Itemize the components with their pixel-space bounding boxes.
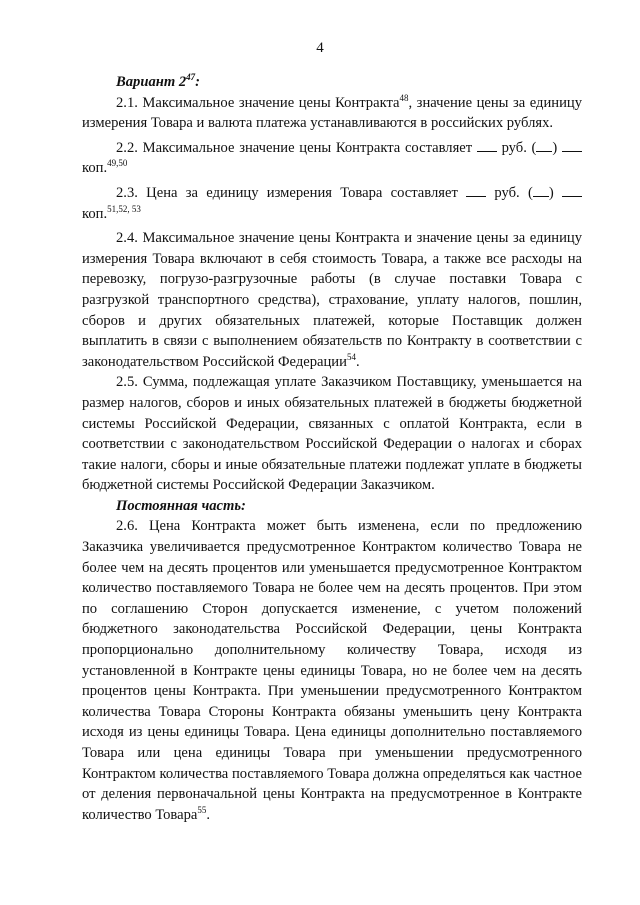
- footnote-ref: 51,52, 53: [107, 203, 141, 214]
- rub-label: руб.: [494, 184, 520, 201]
- page-number: 4: [316, 40, 324, 56]
- clause-text: 2.2. Максимальное значение цены Контракта составляет: [116, 139, 473, 156]
- clause-text: 2.1. Максимальное значение цены Контракта: [116, 94, 400, 111]
- blank-field: [562, 139, 582, 152]
- footnote-ref: 54: [346, 351, 356, 362]
- clause-text: , значение цены за единицу измерения Товара и валюта платежа устанавливаются в российских рублях.: [82, 94, 582, 132]
- clause-text: 2.4. Максимальное значение цены Контракта и значение цены за единицу измерения Товара включают в себя стоимость Товара, а также все расходы на перевозку, погрузо-разгрузочные работы (в случае поставки Товара с разгрузкой транспортного средства), страхование, уплату налогов, пошлин, сборов и других обязательных платежей, которые Поставщик должен выплатить в связи с выполнением обязательств по Контракту в соответствии с законодательством Российской Федерации: [82, 230, 582, 370]
- blank-field: [466, 184, 486, 197]
- clause-2-4: [82, 228, 582, 372]
- kop-label: коп.: [82, 205, 108, 222]
- clause-2-2: 2.2. Максимальное значение цены Контракта составляет руб. ( ) коп.$^{49,50}$: [82, 138, 582, 179]
- footnote-ref: 48: [399, 92, 409, 103]
- variant-heading: [82, 72, 582, 93]
- rub-label: руб.: [501, 139, 527, 156]
- footnote-ref: 49,50: [107, 158, 128, 169]
- clause-2-5: 2.5. Сумма, подлежащая уплате Заказчиком Поставщику, уменьшается на размер налогов, сборов и иных обязательных платежей в бюджеты бюджетной системы Российской Федерации, связанных с оплатой Контракта, если в соответствии с законодательством Российской Федерации о налогах и сборах такие налоги, сборы и иные обязательные платежи подлежат уплате в бюджеты бюджетной системы Российской Федерации Заказчиком.: [82, 374, 582, 494]
- clause-text: 2.3. Цена за единицу измерения Товара составляет: [116, 184, 458, 201]
- footnote-ref: 47: [186, 72, 196, 82]
- document-body: [82, 72, 582, 825]
- clause-2-3: 2.3. Цена за единицу измерения Товара составляет руб. ( ) коп.$^{51,52, 53}$: [82, 183, 582, 224]
- blank-field: [477, 139, 497, 152]
- variant-title: Вариант 2: [116, 74, 187, 90]
- footnote-ref: 55: [197, 804, 207, 815]
- variant-colon: :: [195, 74, 201, 90]
- blank-field: [533, 184, 549, 197]
- blank-field: [536, 139, 552, 152]
- clause-end: .: [206, 806, 211, 823]
- clause-2-1: [82, 93, 582, 134]
- blank-field: [562, 184, 582, 197]
- clause-end: .: [355, 353, 360, 370]
- permanent-part-heading: Постоянная часть:: [116, 497, 246, 514]
- kop-label: коп.: [82, 160, 108, 177]
- clause-2-6: [82, 516, 582, 825]
- clause-text: 2.6. Цена Контракта может быть изменена, если по предложению Заказчика увеличивается предусмотренное Контрактом количество Товара не более чем на десять процентов или уменьшается предусмотренное Контрактом количество поставляемого Товара не более чем на десять процентов. При этом по соглашению Сторон допускается изменение, с учетом положений бюджетного законодательства Российской Федерации, цены Контракта пропорционально дополнительному количеству Товара, исходя из установленной в Контракте цены единицы Товара, но не более чем на десять процентов цены Контракта. При уменьшении предусмотренного Контрактом количества Товара Стороны Контракта обязаны уменьшить цену Контракта исходя из цены единицы Товара. Цена единицы дополнительно поставляемого Товара или цена единицы Товара при уменьшении предусмотренного Контрактом количества поставляемого Товара должна определяться как частное от деления первоначальной цены Контракта на предусмотренное в Контракте количество Товара: [82, 518, 582, 823]
